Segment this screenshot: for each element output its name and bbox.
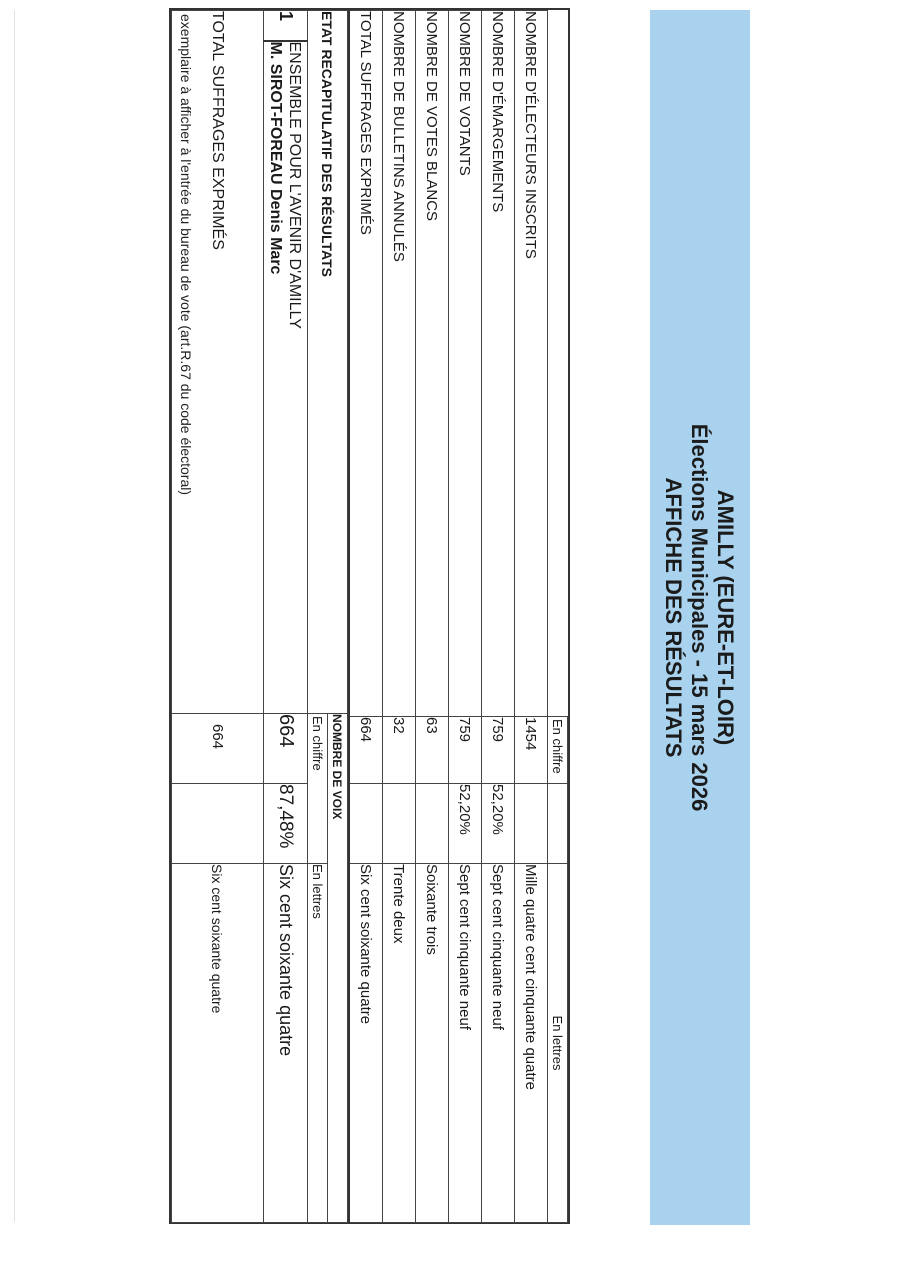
- row-label: NOMBRE DE VOTANTS: [449, 11, 482, 717]
- row-lettres: Sept cent cinquante neuf: [482, 864, 515, 1223]
- participation-table-frame: [347, 8, 570, 1224]
- table-row: [515, 11, 548, 1223]
- participation-header-row: [548, 11, 568, 1223]
- list-pct: 87,48%: [264, 784, 308, 864]
- table-row: [383, 11, 416, 1223]
- commune-title: AMILLY (EURE-ET-LOIR): [713, 489, 738, 746]
- row-pct: 52,20%: [482, 784, 515, 864]
- table-row: [449, 11, 482, 1223]
- row-pct: [383, 784, 416, 864]
- list-chiffre: 664: [264, 714, 308, 784]
- row-chiffre: 63: [416, 717, 449, 784]
- col-header-lettres: En lettres: [548, 864, 568, 1223]
- list-lettres: Six cent soixante quatre: [264, 864, 308, 1223]
- row-chiffre: 32: [383, 717, 416, 784]
- row-chiffre: 759: [449, 717, 482, 784]
- row-label: NOMBRE D'ÉLECTEURS INSCRITS: [515, 11, 548, 717]
- col-header-lettres: En lettres: [308, 864, 328, 1223]
- candidate-name: M. SIROT-FOREAU Denis Marc: [267, 41, 285, 275]
- election-title: Élections Municipales - 15 mars 2026: [687, 423, 712, 812]
- participation-table: [349, 10, 568, 1223]
- row-lettres: Sept cent cinquante neuf: [449, 864, 482, 1223]
- row-chiffre: 759: [482, 717, 515, 784]
- row-label: NOMBRE DE BULLETINS ANNULÉS: [383, 11, 416, 717]
- footer-note: exemplaire à afficher à l'entrée du bureau de vote (art.R.67 du code électoral): [178, 14, 194, 496]
- table-row: [264, 11, 308, 1223]
- total-lettres: Six cent soixante quatre: [172, 864, 264, 1223]
- col-header-chiffre: En chiffre: [308, 714, 328, 864]
- row-label: TOTAL SUFFRAGES EXPRIMÉS: [350, 11, 383, 717]
- results-table: [171, 10, 348, 1223]
- row-lettres: Six cent soixante quatre: [350, 864, 383, 1223]
- list-name: ENSEMBLE POUR L'AVENIR D'AMILLY: [286, 41, 304, 329]
- row-lettres: Mille quatre cent cinquante quatre: [515, 864, 548, 1223]
- total-chiffre: 664: [172, 714, 264, 784]
- row-chiffre: 664: [350, 717, 383, 784]
- col-header-chiffre: En chiffre: [548, 717, 568, 784]
- poster-title: AFFICHE DES RÉSULTATS: [661, 477, 686, 758]
- row-label: NOMBRE DE VOTES BLANCS: [416, 11, 449, 717]
- total-label: TOTAL SUFFRAGES EXPRIMÉS: [172, 11, 264, 714]
- row-label: NOMBRE D'ÉMARGEMENTS: [482, 11, 515, 717]
- results-table-frame: [169, 8, 350, 1224]
- list-number: 1: [264, 11, 308, 41]
- table-row: [482, 11, 515, 1223]
- row-pct: [515, 784, 548, 864]
- row-pct: 52,20%: [449, 784, 482, 864]
- results-title: ETAT RECAPITULATIF DES RÉSULTATS: [308, 11, 348, 714]
- table-row: [350, 11, 383, 1223]
- bottom-rule: [14, 10, 15, 1222]
- row-lettres: Soixante trois: [416, 864, 449, 1223]
- row-lettres: Trente deux: [383, 864, 416, 1223]
- table-row: [416, 11, 449, 1223]
- nombre-de-voix-header: NOMBRE DE VOIX: [328, 714, 348, 1223]
- header-band: [650, 10, 750, 1225]
- list-cell: [264, 41, 308, 714]
- row-pct: [350, 784, 383, 864]
- row-chiffre: 1454: [515, 717, 548, 784]
- row-pct: [416, 784, 449, 864]
